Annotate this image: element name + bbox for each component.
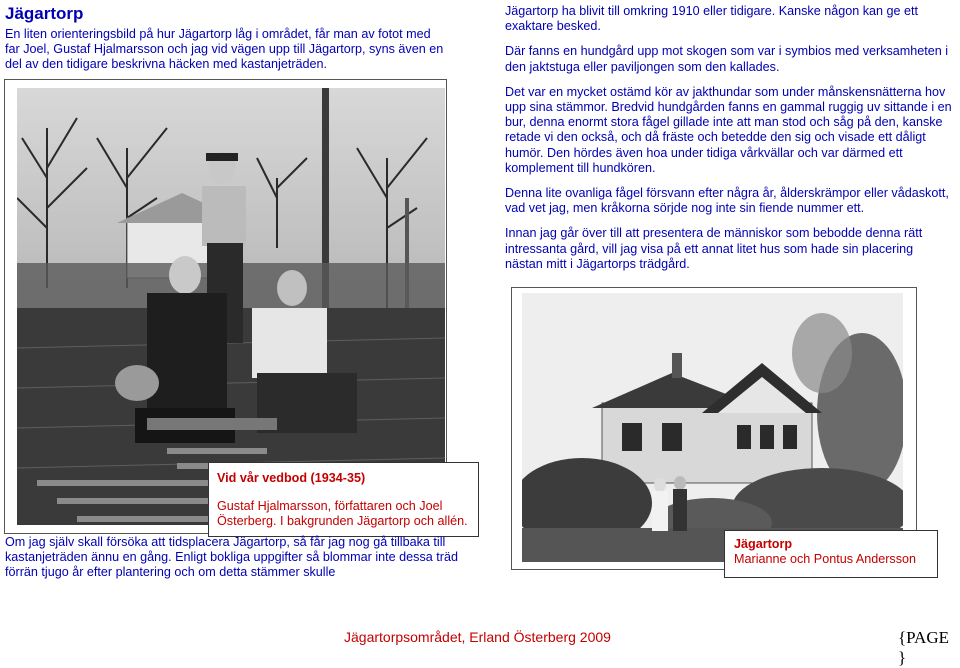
photo-house	[522, 293, 903, 562]
intro-text: En liten orienteringsbild på hur Jägartorp låg i området, får man av fotot med far Joel, Gustaf Hjalmarsson och jag vid vägen upp till Jägartorp, syns även en del av den tidigare beskrivna häcken med kastanjeträden.	[5, 27, 444, 72]
page-footer: Jägartorpsområdet, Erland Österberg 2009	[344, 629, 611, 645]
photo-woodshed	[17, 88, 445, 525]
photo-house-frame	[511, 287, 917, 570]
paragraph-5: Innan jag går över till att presentera de människor som bebodde denna rätt intressanta gård, vill jag visa på ett annat litet hus som hade sin placering nästan mitt i Jägartorps trädgård.	[505, 226, 923, 271]
caption-house-body: Marianne och Pontus Andersson	[734, 552, 917, 566]
paragraph-1: Jägartorp ha blivit till omkring 1910 eller tidigare. Kanske någon kan ge ett exaktare besked.	[505, 4, 919, 34]
caption-woodshed-body: Gustaf Hjalmarsson, författaren och Joel Österberg. I bakgrunden Jägartorp och allén.	[217, 499, 468, 528]
caption-woodshed	[208, 462, 479, 537]
page-title: Jägartorp	[5, 4, 84, 23]
page-number-field: {PAGE }	[898, 628, 949, 667]
right-column	[505, 4, 953, 282]
paragraph-2: Där fanns en hundgård upp mot skogen som var i symbios med verksamheten i den jaktstuga eller paviljongen som den kallades.	[505, 44, 949, 74]
bottom-left-text: Om jag själv skall försöka att tidsplacera Jägartorp, så får jag nog gå tillbaka till kastanjeträden ännu en gång. Enligt bokliga uppgifter så blommar inte dessa träd förrän tjugo år efter plantering och om detta stämmer skulle	[5, 535, 458, 580]
paragraph-4: Denna lite ovanliga fågel försvann efter några år, ålderskrämpor eller vådaskott, vad vet jag, men kråkorna sörjde nog inte sin fiende nummer ett.	[505, 186, 949, 216]
caption-house	[724, 530, 938, 578]
caption-house-title: Jägartorp	[734, 537, 793, 551]
caption-woodshed-title: Vid vår vedbod (1934-35)	[217, 471, 366, 485]
paragraph-3: Det var en mycket ostämd kör av jakthundar som under månskensnätterna hov upp sina stämmor. Bredvid hundgården fanns en gammal ruggig uv sittande i en bur, denna enormt stora fågel gillade inte att man stod och såg på den, kanske retade vi den också, och då fräste och betedde den sig och visade ett dåligt humör. Den hördes även hoa under tidiga vårkvällar och var därmed ett komplement till hundkören.	[505, 84, 952, 175]
